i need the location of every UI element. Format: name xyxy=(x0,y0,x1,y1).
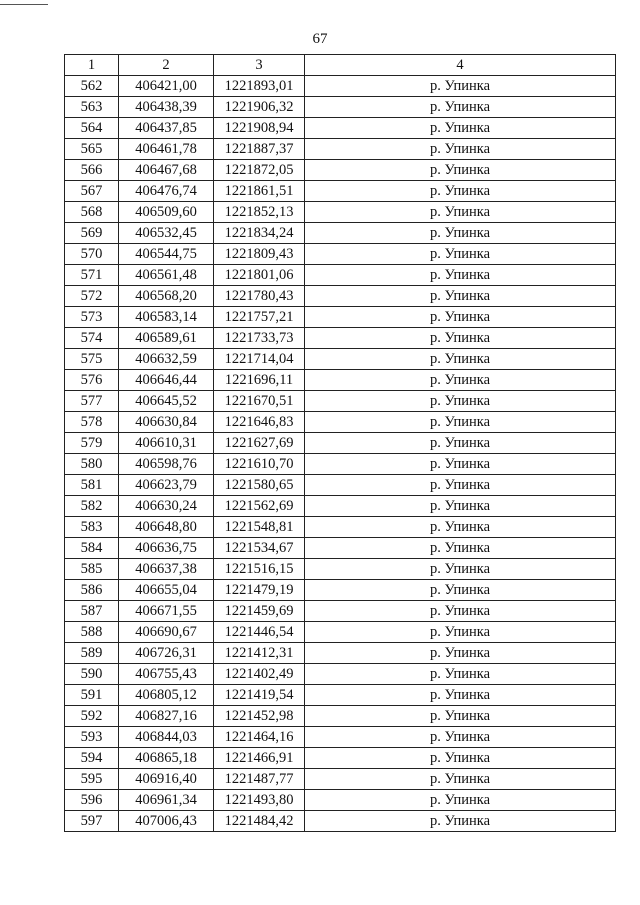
point-number-cell: 577 xyxy=(65,391,119,412)
description-cell: р. Упинка xyxy=(305,454,616,475)
description-cell: р. Упинка xyxy=(305,706,616,727)
y-coordinate-cell: 1221580,65 xyxy=(214,475,305,496)
description-cell: р. Упинка xyxy=(305,538,616,559)
description-cell: р. Упинка xyxy=(305,286,616,307)
table-row xyxy=(65,559,616,580)
point-number-cell: 564 xyxy=(65,118,119,139)
description-cell: р. Упинка xyxy=(305,622,616,643)
y-coordinate-cell: 1221464,16 xyxy=(214,727,305,748)
point-number-cell: 579 xyxy=(65,433,119,454)
x-coordinate-cell: 406630,24 xyxy=(119,496,214,517)
point-number-cell: 583 xyxy=(65,517,119,538)
point-number-cell: 574 xyxy=(65,328,119,349)
table-row xyxy=(65,286,616,307)
point-number-cell: 585 xyxy=(65,559,119,580)
y-coordinate-cell: 1221479,19 xyxy=(214,580,305,601)
x-coordinate-cell: 406532,45 xyxy=(119,223,214,244)
x-coordinate-cell: 406568,20 xyxy=(119,286,214,307)
y-coordinate-cell: 1221466,91 xyxy=(214,748,305,769)
table-row xyxy=(65,307,616,328)
description-cell: р. Упинка xyxy=(305,118,616,139)
x-coordinate-cell: 406544,75 xyxy=(119,244,214,265)
x-coordinate-cell: 406632,59 xyxy=(119,349,214,370)
description-cell: р. Упинка xyxy=(305,748,616,769)
table-row xyxy=(65,496,616,517)
point-number-cell: 567 xyxy=(65,181,119,202)
y-coordinate-cell: 1221459,69 xyxy=(214,601,305,622)
description-cell: р. Упинка xyxy=(305,391,616,412)
table-row xyxy=(65,160,616,181)
point-number-cell: 584 xyxy=(65,538,119,559)
description-cell: р. Упинка xyxy=(305,307,616,328)
y-coordinate-cell: 1221809,43 xyxy=(214,244,305,265)
point-number-cell: 570 xyxy=(65,244,119,265)
table-row xyxy=(65,811,616,832)
table-row xyxy=(65,181,616,202)
y-coordinate-cell: 1221887,37 xyxy=(214,139,305,160)
x-coordinate-cell: 406438,39 xyxy=(119,97,214,118)
table-row xyxy=(65,391,616,412)
table-row xyxy=(65,412,616,433)
y-coordinate-cell: 1221646,83 xyxy=(214,412,305,433)
point-number-cell: 591 xyxy=(65,685,119,706)
table-row xyxy=(65,517,616,538)
page-number: 67 xyxy=(312,31,328,47)
point-number-cell: 590 xyxy=(65,664,119,685)
x-coordinate-cell: 406961,34 xyxy=(119,790,214,811)
table-row xyxy=(65,139,616,160)
y-coordinate-cell: 1221872,05 xyxy=(214,160,305,181)
description-cell: р. Упинка xyxy=(305,370,616,391)
description-cell: р. Упинка xyxy=(305,790,616,811)
x-coordinate-cell: 406726,31 xyxy=(119,643,214,664)
description-cell: р. Упинка xyxy=(305,139,616,160)
description-cell: р. Упинка xyxy=(305,202,616,223)
table-row xyxy=(65,433,616,454)
column-header-3: 3 xyxy=(214,55,305,76)
point-number-cell: 566 xyxy=(65,160,119,181)
table-row xyxy=(65,538,616,559)
x-coordinate-cell: 406827,16 xyxy=(119,706,214,727)
point-number-cell: 576 xyxy=(65,370,119,391)
point-number-cell: 572 xyxy=(65,286,119,307)
table-body xyxy=(65,76,616,832)
x-coordinate-cell: 406655,04 xyxy=(119,580,214,601)
x-coordinate-cell: 406623,79 xyxy=(119,475,214,496)
x-coordinate-cell: 406844,03 xyxy=(119,727,214,748)
x-coordinate-cell: 406589,61 xyxy=(119,328,214,349)
table-row xyxy=(65,685,616,706)
table-row xyxy=(65,622,616,643)
description-cell: р. Упинка xyxy=(305,496,616,517)
point-number-cell: 595 xyxy=(65,769,119,790)
x-coordinate-cell: 407006,43 xyxy=(119,811,214,832)
table-row xyxy=(65,244,616,265)
y-coordinate-cell: 1221733,73 xyxy=(214,328,305,349)
table-row xyxy=(65,664,616,685)
point-number-cell: 589 xyxy=(65,643,119,664)
point-number-cell: 593 xyxy=(65,727,119,748)
description-cell: р. Упинка xyxy=(305,76,616,97)
x-coordinate-cell: 406421,00 xyxy=(119,76,214,97)
y-coordinate-cell: 1221780,43 xyxy=(214,286,305,307)
description-cell: р. Упинка xyxy=(305,811,616,832)
y-coordinate-cell: 1221861,51 xyxy=(214,181,305,202)
table-row xyxy=(65,706,616,727)
column-header-1: 1 xyxy=(65,55,119,76)
description-cell: р. Упинка xyxy=(305,244,616,265)
y-coordinate-cell: 1221419,54 xyxy=(214,685,305,706)
point-number-cell: 571 xyxy=(65,265,119,286)
y-coordinate-cell: 1221670,51 xyxy=(214,391,305,412)
y-coordinate-cell: 1221548,81 xyxy=(214,517,305,538)
point-number-cell: 580 xyxy=(65,454,119,475)
y-coordinate-cell: 1221516,15 xyxy=(214,559,305,580)
y-coordinate-cell: 1221484,42 xyxy=(214,811,305,832)
x-coordinate-cell: 406476,74 xyxy=(119,181,214,202)
x-coordinate-cell: 406646,44 xyxy=(119,370,214,391)
y-coordinate-cell: 1221610,70 xyxy=(214,454,305,475)
y-coordinate-cell: 1221834,24 xyxy=(214,223,305,244)
point-number-cell: 578 xyxy=(65,412,119,433)
description-cell: р. Упинка xyxy=(305,475,616,496)
point-number-cell: 586 xyxy=(65,580,119,601)
x-coordinate-cell: 406755,43 xyxy=(119,664,214,685)
point-number-cell: 573 xyxy=(65,307,119,328)
x-coordinate-cell: 406461,78 xyxy=(119,139,214,160)
description-cell: р. Упинка xyxy=(305,412,616,433)
x-coordinate-cell: 406583,14 xyxy=(119,307,214,328)
table-row xyxy=(65,97,616,118)
y-coordinate-cell: 1221487,77 xyxy=(214,769,305,790)
table-row xyxy=(65,349,616,370)
description-cell: р. Упинка xyxy=(305,727,616,748)
description-cell: р. Упинка xyxy=(305,265,616,286)
point-number-cell: 597 xyxy=(65,811,119,832)
point-number-cell: 562 xyxy=(65,76,119,97)
point-number-cell: 563 xyxy=(65,97,119,118)
point-number-cell: 569 xyxy=(65,223,119,244)
description-cell: р. Упинка xyxy=(305,601,616,622)
point-number-cell: 592 xyxy=(65,706,119,727)
description-cell: р. Упинка xyxy=(305,97,616,118)
description-cell: р. Упинка xyxy=(305,664,616,685)
x-coordinate-cell: 406916,40 xyxy=(119,769,214,790)
table-row xyxy=(65,370,616,391)
x-coordinate-cell: 406610,31 xyxy=(119,433,214,454)
y-coordinate-cell: 1221906,32 xyxy=(214,97,305,118)
x-coordinate-cell: 406648,80 xyxy=(119,517,214,538)
point-number-cell: 575 xyxy=(65,349,119,370)
description-cell: р. Упинка xyxy=(305,328,616,349)
x-coordinate-cell: 406690,67 xyxy=(119,622,214,643)
description-cell: р. Упинка xyxy=(305,181,616,202)
description-cell: р. Упинка xyxy=(305,349,616,370)
description-cell: р. Упинка xyxy=(305,223,616,244)
table-row xyxy=(65,223,616,244)
y-coordinate-cell: 1221446,54 xyxy=(214,622,305,643)
table-row xyxy=(65,727,616,748)
coordinates-table xyxy=(64,54,616,832)
description-cell: р. Упинка xyxy=(305,517,616,538)
description-cell: р. Упинка xyxy=(305,559,616,580)
x-coordinate-cell: 406645,52 xyxy=(119,391,214,412)
point-number-cell: 588 xyxy=(65,622,119,643)
point-number-cell: 568 xyxy=(65,202,119,223)
x-coordinate-cell: 406637,38 xyxy=(119,559,214,580)
x-coordinate-cell: 406437,85 xyxy=(119,118,214,139)
point-number-cell: 565 xyxy=(65,139,119,160)
x-coordinate-cell: 406671,55 xyxy=(119,601,214,622)
column-header-4: 4 xyxy=(305,55,616,76)
y-coordinate-cell: 1221562,69 xyxy=(214,496,305,517)
y-coordinate-cell: 1221852,13 xyxy=(214,202,305,223)
point-number-cell: 587 xyxy=(65,601,119,622)
y-coordinate-cell: 1221452,98 xyxy=(214,706,305,727)
y-coordinate-cell: 1221696,11 xyxy=(214,370,305,391)
table-header-row xyxy=(65,55,616,76)
description-cell: р. Упинка xyxy=(305,433,616,454)
y-coordinate-cell: 1221402,49 xyxy=(214,664,305,685)
description-cell: р. Упинка xyxy=(305,769,616,790)
x-coordinate-cell: 406805,12 xyxy=(119,685,214,706)
x-coordinate-cell: 406865,18 xyxy=(119,748,214,769)
description-cell: р. Упинка xyxy=(305,685,616,706)
table-row xyxy=(65,265,616,286)
x-coordinate-cell: 406509,60 xyxy=(119,202,214,223)
table-row xyxy=(65,580,616,601)
table-row xyxy=(65,748,616,769)
table-row xyxy=(65,475,616,496)
table-row xyxy=(65,769,616,790)
table-row xyxy=(65,643,616,664)
top-rule xyxy=(0,4,48,5)
y-coordinate-cell: 1221893,01 xyxy=(214,76,305,97)
table-row xyxy=(65,328,616,349)
description-cell: р. Упинка xyxy=(305,160,616,181)
point-number-cell: 594 xyxy=(65,748,119,769)
table-row xyxy=(65,118,616,139)
table-row xyxy=(65,454,616,475)
y-coordinate-cell: 1221757,21 xyxy=(214,307,305,328)
point-number-cell: 582 xyxy=(65,496,119,517)
y-coordinate-cell: 1221534,67 xyxy=(214,538,305,559)
description-cell: р. Упинка xyxy=(305,580,616,601)
x-coordinate-cell: 406636,75 xyxy=(119,538,214,559)
x-coordinate-cell: 406467,68 xyxy=(119,160,214,181)
y-coordinate-cell: 1221493,80 xyxy=(214,790,305,811)
point-number-cell: 581 xyxy=(65,475,119,496)
x-coordinate-cell: 406630,84 xyxy=(119,412,214,433)
y-coordinate-cell: 1221714,04 xyxy=(214,349,305,370)
table-row xyxy=(65,790,616,811)
y-coordinate-cell: 1221627,69 xyxy=(214,433,305,454)
y-coordinate-cell: 1221412,31 xyxy=(214,643,305,664)
point-number-cell: 596 xyxy=(65,790,119,811)
y-coordinate-cell: 1221801,06 xyxy=(214,265,305,286)
table-row xyxy=(65,202,616,223)
description-cell: р. Упинка xyxy=(305,643,616,664)
x-coordinate-cell: 406561,48 xyxy=(119,265,214,286)
table-row xyxy=(65,601,616,622)
column-header-2: 2 xyxy=(119,55,214,76)
table-row xyxy=(65,76,616,97)
x-coordinate-cell: 406598,76 xyxy=(119,454,214,475)
y-coordinate-cell: 1221908,94 xyxy=(214,118,305,139)
